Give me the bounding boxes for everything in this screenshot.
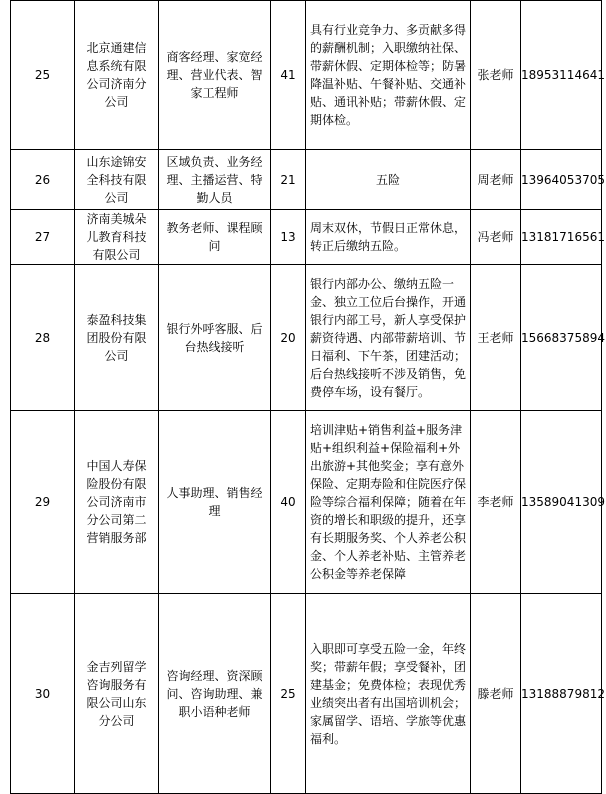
table-row — [11, 150, 602, 210]
phone-number: 18953114641 — [521, 1, 602, 150]
company-name: 中国人寿保险股份有限公司济南市分公司第二营销服务部 — [75, 411, 159, 594]
headcount: 40 — [271, 411, 306, 594]
benefits: 周末双休，节假日正常休息，转正后缴纳五险。 — [306, 210, 471, 265]
company-name: 济南美城朵儿教育科技有限公司 — [75, 210, 159, 265]
row-number: 29 — [11, 411, 75, 594]
benefits: 入职即可享受五险一金，年终奖；带薪年假；享受餐补，团建基金；免费体检；表现优秀业绩突出者有出国培训机会；家属留学、语培、学旅等优惠福利。 — [306, 594, 471, 794]
headcount: 21 — [271, 150, 306, 210]
phone-number: 15668375894 — [521, 265, 602, 411]
headcount: 13 — [271, 210, 306, 265]
phone-number: 13181716561 — [521, 210, 602, 265]
phone-number: 13964053705 — [521, 150, 602, 210]
phone-number: 13188879812 — [521, 594, 602, 794]
positions: 咨询经理、资深顾问、咨询助理、兼职小语种老师 — [159, 594, 271, 794]
row-number: 27 — [11, 210, 75, 265]
positions: 银行外呼客服、后台热线接听 — [159, 265, 271, 411]
contact-person: 冯老师 — [471, 210, 521, 265]
row-number: 28 — [11, 265, 75, 411]
contact-person: 王老师 — [471, 265, 521, 411]
positions: 区域负责、业务经理、主播运营、特勤人员 — [159, 150, 271, 210]
contact-person: 李老师 — [471, 411, 521, 594]
headcount: 25 — [271, 594, 306, 794]
headcount: 20 — [271, 265, 306, 411]
company-name: 山东途锦安全科技有限公司 — [75, 150, 159, 210]
job-listing-table — [10, 0, 605, 794]
row-number: 26 — [11, 150, 75, 210]
table-row — [11, 210, 602, 265]
benefits: 五险 — [306, 150, 471, 210]
company-name: 北京通建信息系统有限公司济南分公司 — [75, 1, 159, 150]
phone-number: 13589041309 — [521, 411, 602, 594]
benefits: 具有行业竞争力、多贡献多得的薪酬机制；入职缴纳社保、带薪休假、定期体检等；防暑降温补贴、午餐补贴、交通补贴、通讯补贴；带薪休假、定期体检。 — [306, 1, 471, 150]
row-number: 30 — [11, 594, 75, 794]
contact-person: 周老师 — [471, 150, 521, 210]
table-row — [11, 594, 602, 794]
table-row — [11, 411, 602, 594]
table-row — [11, 1, 602, 150]
table-row — [11, 265, 602, 411]
benefits: 银行内部办公、缴纳五险一金、独立工位后台操作，开通银行内部工号，新人享受保护薪资待遇、内部带薪培训、节日福利、下午茶，团建活动；后台热线接听不涉及销售，免费停车场，设有餐厅。 — [306, 265, 471, 411]
contact-person: 张老师 — [471, 1, 521, 150]
positions: 商客经理、家宽经理、营业代表、智家工程师 — [159, 1, 271, 150]
contact-person: 滕老师 — [471, 594, 521, 794]
headcount: 41 — [271, 1, 306, 150]
row-number: 25 — [11, 1, 75, 150]
company-name: 泰盈科技集团股份有限公司 — [75, 265, 159, 411]
benefits: 培训津贴+销售利益+服务津贴+组织利益+保险福利+外出旅游+其他奖金；享有意外保险、定期寿险和住院医疗保险等综合福利保障；随着在年资的增长和职级的提升，还享有长期服务奖、个人养老公积金、个人养老补贴、主管养老公积金等养老保障 — [306, 411, 471, 594]
positions: 人事助理、销售经理 — [159, 411, 271, 594]
positions: 教务老师、课程顾问 — [159, 210, 271, 265]
company-name: 金吉列留学咨询服务有限公司山东分公司 — [75, 594, 159, 794]
